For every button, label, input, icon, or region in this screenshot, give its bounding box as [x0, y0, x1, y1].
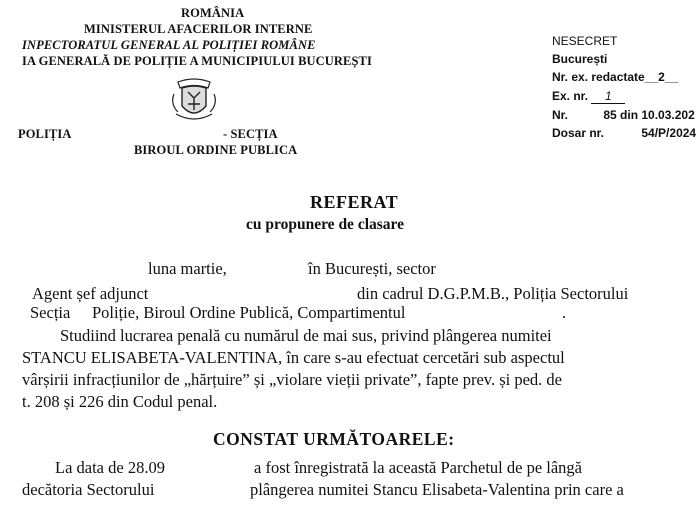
- document-title: REFERAT: [310, 192, 399, 212]
- copies-label: Nr. ex. redactate: [552, 70, 645, 84]
- exemplar-value: 1: [591, 89, 625, 104]
- document-subtitle: cu propunere de clasare: [246, 216, 405, 233]
- unit-section: - SECȚIA: [223, 127, 278, 141]
- copies-field: Nr. ex. redactate__2__: [552, 70, 679, 84]
- section-heading: CONSTAT URMĂTOARELE:: [213, 429, 455, 449]
- body-paragraph-line-3: vârșirii infracțiunilor de „hărțuire” și „violare vieții private”, fapte prev. și ped. de: [22, 370, 562, 389]
- body-line-location: în București, sector: [308, 259, 436, 278]
- body-facts-line-2a: decătoria Sectorului: [22, 480, 155, 499]
- header-inspectorate: INPECTORATUL GENERAL AL POLIȚIEI ROMÂNE: [22, 38, 316, 52]
- body-paragraph-line-2: STANCU ELISABETA-VALENTINA, în care s-au efectuat cercetări sub aspectul: [22, 348, 565, 367]
- exemplar-label: Ex. nr.: [552, 89, 589, 103]
- body-line-section: Secția: [30, 303, 71, 322]
- body-line-unit: din cadrul D.G.P.M.B., Poliția Sectorului: [357, 284, 629, 303]
- body-facts-line-2b: plângerea numitei Stancu Elisabeta-Valentina prin care a: [250, 480, 624, 499]
- unit-police: POLIȚIA: [18, 127, 72, 141]
- body-facts-line-1a: La data de 28.09: [55, 458, 165, 477]
- body-line-rank: Agent șef adjunct: [32, 284, 149, 303]
- header-country: ROMÂNIA: [181, 6, 245, 20]
- registration-value: 85 din 10.03.202: [603, 108, 695, 122]
- header-ministry: MINISTERUL AFACERILOR INTERNE: [84, 22, 313, 36]
- body-line-date: luna martie,: [148, 259, 227, 278]
- dosar-value: 54/P/2024: [641, 126, 697, 140]
- unit-office: BIROUL ORDINE PUBLICA: [134, 143, 298, 157]
- classification-city: București: [552, 52, 608, 66]
- copies-value: 2: [658, 70, 665, 84]
- body-paragraph-line-4: t. 208 și 226 din Codul penal.: [22, 392, 218, 411]
- classification-label: NESECRET: [552, 34, 618, 48]
- exemplar-field: [552, 89, 625, 104]
- coat-of-arms-emblem: [168, 74, 220, 126]
- body-facts-line-1b: a fost înregistrată la această Parchetul de pe lângă: [254, 458, 583, 477]
- body-paragraph-line-1: Studiind lucrarea penală cu numărul de mai sus, privind plângerea numitei: [60, 326, 552, 345]
- registration-field: [552, 108, 695, 122]
- dosar-field: [552, 126, 696, 140]
- registration-label: Nr.: [552, 108, 569, 122]
- body-line-office: Poliție, Biroul Ordine Publică, Compartimentul: [92, 303, 406, 322]
- dosar-label: Dosar nr.: [552, 126, 605, 140]
- header-direction: IA GENERALĂ DE POLIȚIE A MUNICIPIULUI BUCUREȘTI: [22, 54, 372, 68]
- body-line-dot: .: [562, 303, 567, 322]
